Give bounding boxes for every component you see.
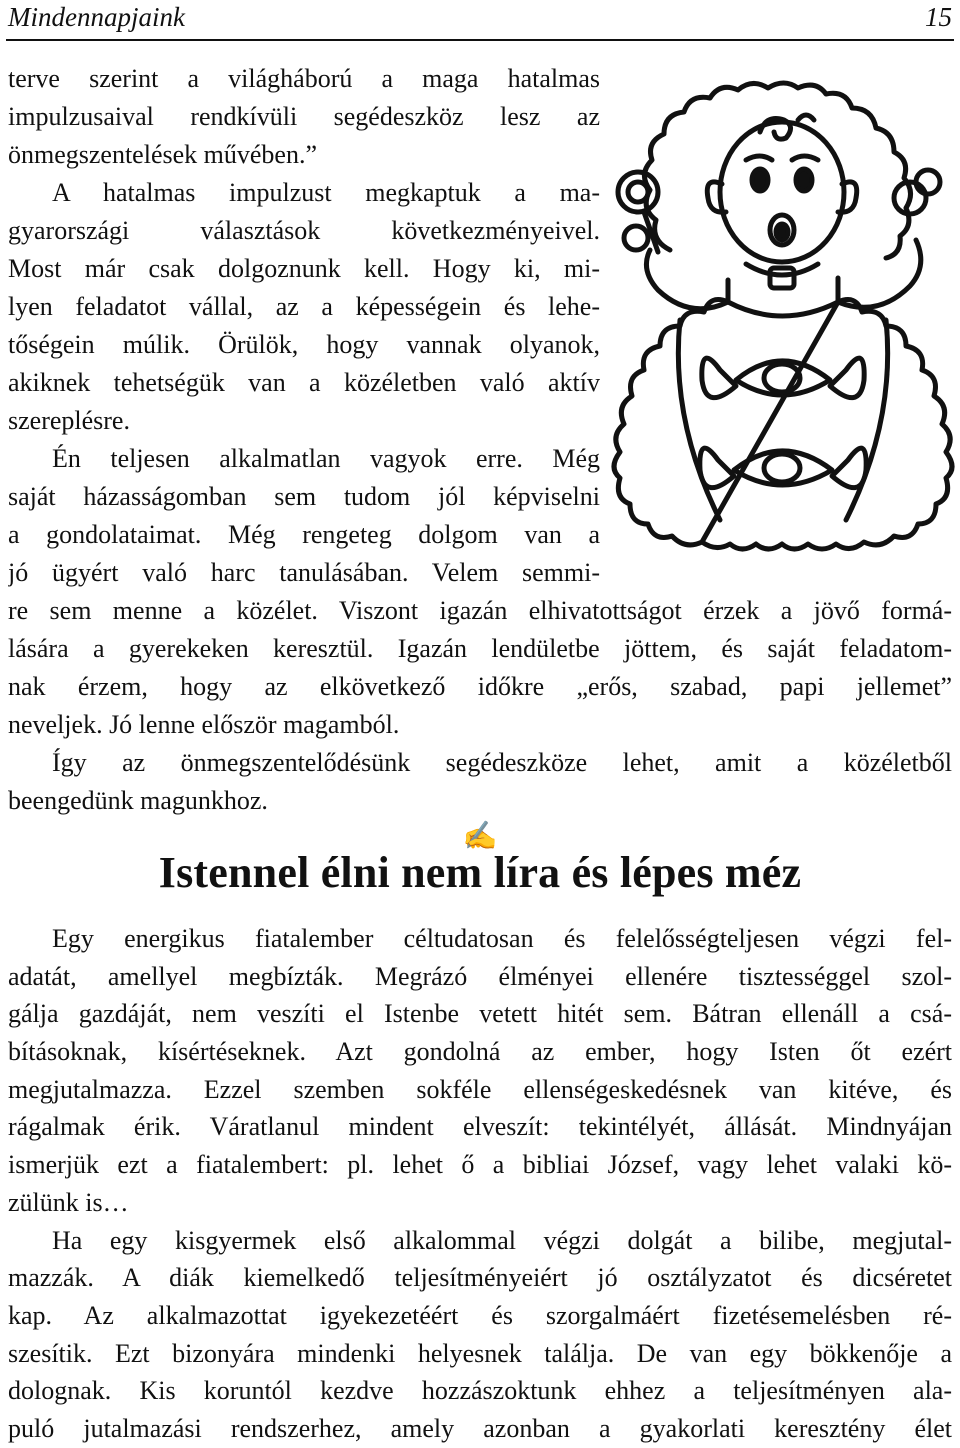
text-line: puló jutalmazási rendszerhez, amely azonban a gyakorlati keresztény élet [8,1413,952,1443]
text-line: Én teljesen alkalmatlan vagyok erre. Még [52,444,600,473]
header-rule [6,39,954,41]
section-ornament: ✍ [462,821,498,852]
text-line: re sem menne a közélet. Viszont igazán elhivatottságot érzek a jövő formá- [8,596,952,625]
page-number: 15 [925,2,952,32]
text-line: beengedünk magunkhoz. [8,786,268,815]
text-line: mazzák. A diák kiemelkedő teljesítményeiért jó osztályzatot és dicséretet [8,1263,952,1293]
text-line: kap. Az alkalmazottat igyekezetéért és szorgalmáért fizetésemelésben ré- [8,1300,952,1330]
text-line: dolognak. Kis koruntól kezdve hozzászoktunk ehhez a teljesítményen ala- [8,1376,952,1406]
column-paragraphs [8,60,600,592]
text-line: gálja gazdáját, nem veszíti el Istenbe vetett hitét sem. Bátran ellenáll a csá- [8,999,952,1029]
swaddled-baby-illustration [610,80,956,556]
text-line: rágalmak érik. Váratlanul mindent elveszít: tekintélyét, állását. Mindnyájan [8,1112,952,1142]
text-line: zülünk is… [8,1187,129,1217]
text-line: akiknek tehetségük van a közéletben való aktív [8,368,600,397]
text-line: Így az önmegszentelődésünk segédeszköze lehet, amit a közéletből [52,748,952,777]
swaddled-baby-icon [610,80,956,556]
text-line: gyarországi választások következményeivel. [8,216,600,245]
text-line: megjutalmazza. Ezzel szemben sokféle ellenségeskedésnek van kitéve, és [8,1074,952,1104]
text-line: szesítik. Ezt bizonyára mindenki helyesnek találja. De van egy bökkenője a [8,1338,952,1368]
text-line: impulzusaival rendkívüli segédeszköz lesz az [8,102,600,131]
text-line: lására a gyerekeken keresztül. Igazán lendületbe jöttem, és saját feladatom- [8,634,952,663]
text-line: saját házasságomban sem tudom jól képviselni [8,482,600,511]
section-body [8,920,952,1448]
full-width-paragraphs [8,592,952,820]
text-line: jó ügyért való harc tanulásában. Velem semmi- [8,558,600,587]
text-line: tőségein múlik. Örülök, hogy vannak olyanok, [8,330,600,359]
text-line: a gondolataimat. Még rengeteg dolgom van a [8,520,600,549]
text-line: neveljek. Jó lenne először magamból. [8,710,400,739]
text-line: Ha egy kisgyermek első alkalommal végzi dolgát a bilibe, megjutal- [52,1225,952,1255]
text-line: adatát, amellyel megbízták. Megrázó élményei ellenére tisztességgel szol- [8,961,952,991]
running-title: Mindennapjaink [8,2,185,32]
text-line: bításoknak, kísértéseknek. Azt gondolná az ember, hogy Isten őt ezért [8,1037,952,1067]
text-line: önmegszentelések művében.” [8,140,317,169]
text-line: Most már csak dolgoznunk kell. Hogy ki, mi- [8,254,600,283]
text-line: A hatalmas impulzust megkaptuk a ma- [52,178,600,207]
running-header [8,0,952,36]
text-line: szereplésre. [8,406,130,435]
text-line: ismerjük ezt a fiatalembert: pl. lehet ő a bibliai József, vagy lehet valaki kö- [8,1150,952,1180]
text-line: lyen feladatot vállal, az a képességein és lehe- [8,292,600,321]
section-title: Istennel élni nem líra és lépes méz [158,848,802,897]
text-line: Egy energikus fiatalember céltudatosan és felelősségteljesen végzi fel- [52,924,952,953]
text-line: terve szerint a világháború a maga hatalmas [8,64,600,93]
text-line: nak érzem, hogy az elkövetkező időkre „erős, szabad, papi jellemet” [8,672,952,701]
